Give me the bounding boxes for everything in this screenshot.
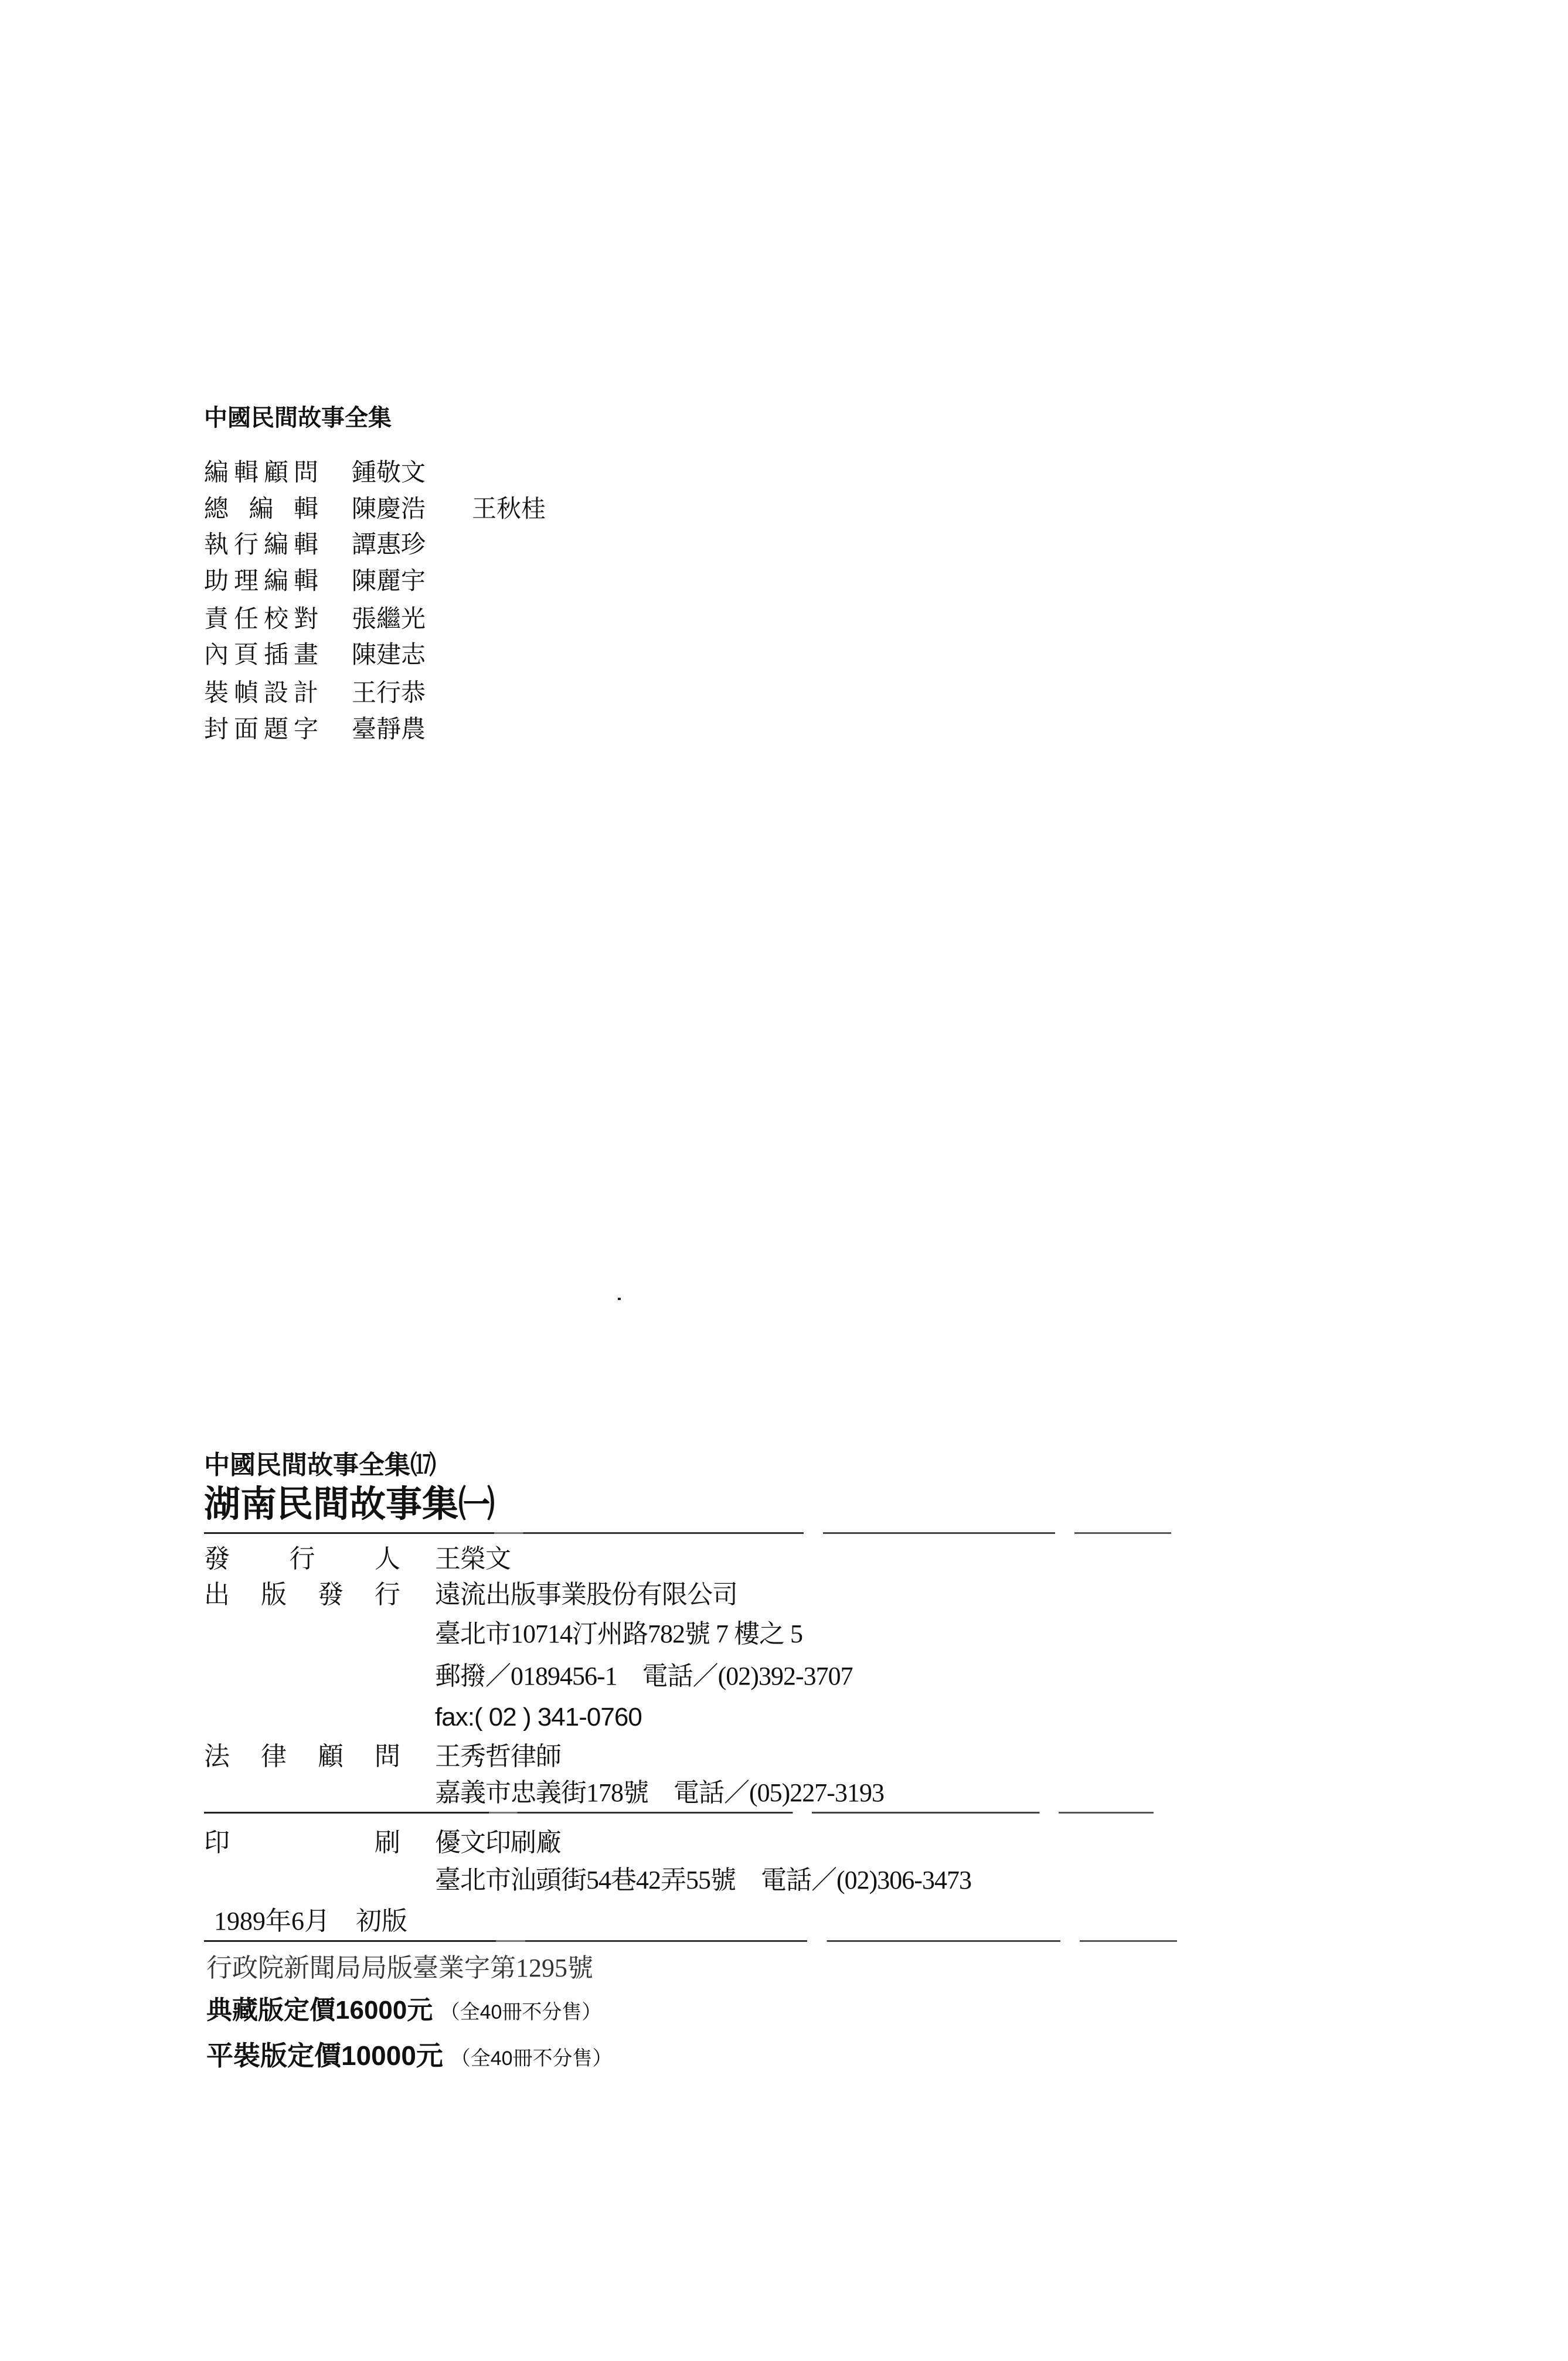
series-title: 中國民間故事全集 (204, 405, 392, 431)
publisher-label: 發 行 人 (204, 1544, 400, 1573)
price-deluxe-text: 典藏版定價16000元 (206, 1996, 433, 2025)
printing-address-phone: 臺北市汕頭街54巷42弄55號 電話／(02)306-3473 (435, 1866, 971, 1894)
stray-mark (618, 1298, 621, 1300)
credit-name: 鍾敬文 (352, 460, 426, 487)
credit-name: 王行恭 (352, 680, 426, 707)
publishing-label: 出 版 發 行 (204, 1580, 400, 1609)
price-paperback (206, 2042, 613, 2069)
credit-label: 內頁插畫 (204, 642, 318, 669)
credit-name: 陳麗宇 (352, 568, 426, 595)
book-title: 湖南民間故事集㈠ (204, 1485, 495, 1525)
legal-address-phone: 嘉義市忠義街178號 電話／(05)227-3193 (435, 1778, 884, 1807)
printing-label: 印 刷 (204, 1828, 400, 1857)
credit-label: 裝幀設計 (204, 680, 318, 707)
credit-label: 封面題字 (204, 716, 318, 743)
price-paperback-text: 平裝版定價10000元 (206, 2040, 443, 2071)
credit-name: 陳慶浩 (352, 496, 426, 523)
credit-label: 總 編 輯 (204, 496, 318, 523)
credit-name: 陳建志 (352, 642, 426, 669)
credit-label: 助理編輯 (204, 568, 318, 595)
publishing-company: 遠流出版事業股份有限公司 (435, 1580, 737, 1609)
edition: 1989年6月 初版 (214, 1907, 407, 1935)
credit-name: 王秋桂 (472, 496, 546, 523)
registration: 行政院新聞局局版臺業字第1295號 (206, 1954, 593, 1982)
publisher-name: 王榮文 (435, 1544, 511, 1573)
credit-name: 臺靜農 (352, 716, 426, 743)
price-deluxe (206, 1998, 601, 2023)
divider (204, 1812, 1154, 1814)
publishing-address: 臺北市10714汀州路782號 7 樓之 5 (435, 1620, 802, 1648)
credit-name: 譚惠珍 (352, 532, 426, 559)
printing-name: 優文印刷廠 (435, 1828, 561, 1857)
price-paperback-note: （全40冊不分售） (450, 2047, 613, 2070)
publishing-fax: fax:( 02 ) 341-0760 (435, 1703, 642, 1731)
credit-label: 執行編輯 (204, 532, 318, 559)
publishing-postal-phone: 郵撥／0189456-1 電話／(02)392-3707 (435, 1662, 853, 1690)
legal-label: 法 律 顧 問 (204, 1742, 400, 1771)
legal-name: 王秀哲律師 (435, 1742, 561, 1771)
credit-name: 張繼光 (352, 606, 426, 633)
divider (204, 1940, 1177, 1942)
price-deluxe-note: （全40冊不分售） (440, 2001, 602, 2023)
credit-label: 編輯顧問 (204, 460, 318, 487)
series-volume: 中國民間故事全集⒄ (204, 1451, 436, 1479)
credit-label: 責任校對 (204, 606, 318, 633)
divider (204, 1532, 1171, 1534)
